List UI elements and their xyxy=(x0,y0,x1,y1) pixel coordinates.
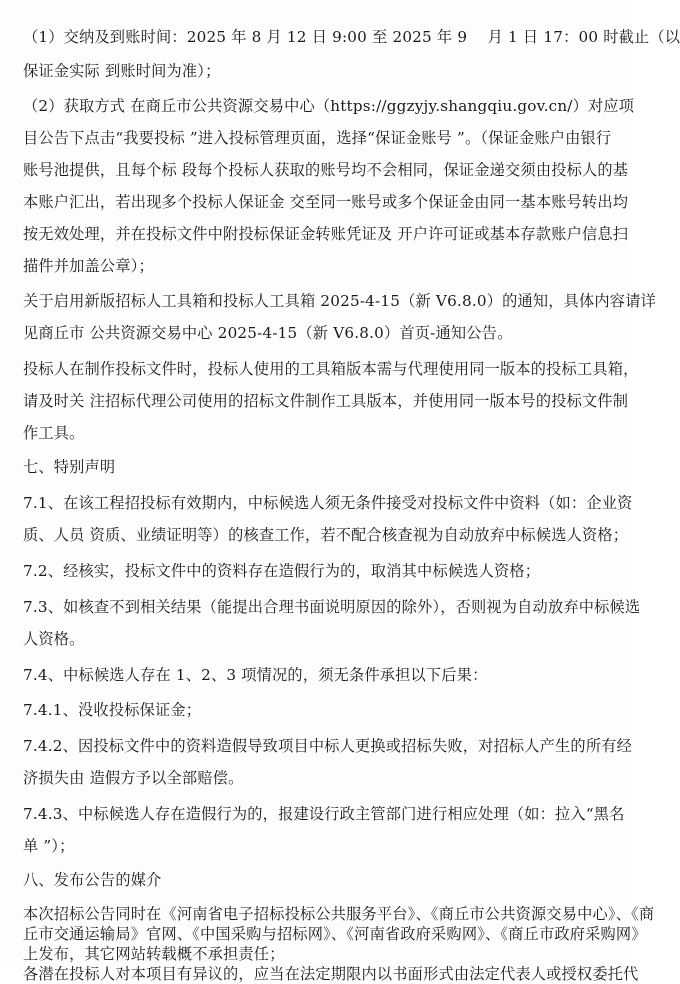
text-line: 7.4.1、没收投标保证金； xyxy=(23,701,202,719)
text-line: 人资格。 xyxy=(23,630,85,648)
text-line: 描件并加盖公章）； xyxy=(23,257,154,275)
text-line: 目公告下点击“我要投标 ”进入投标管理页面，选择“保证金账号 ”。（保证金账户由银行 xyxy=(23,129,612,147)
text-line: 本次招标公告同时在《河南省电子招标投标公共服务平台》、《商丘市公共资源交易中心》、《商 xyxy=(23,905,655,923)
text-line: 见商丘市 公共资源交易中心 2025-4-15（新 V6.8.0）首页-通知公告。 xyxy=(23,324,513,342)
text-line: 请及时关 注招标代理公司使用的招标文件制作工具版本，并使用同一版本号的投标文件制 xyxy=(23,392,629,410)
text-line: 账号池提供，且每个标 段每个投标人获取的账号均不会相同，保证金递交须由投标人的基 xyxy=(23,161,629,179)
text-line: 上发布，其它网站转载概不承担责任； xyxy=(23,945,285,963)
section-heading: 七、特别声明 xyxy=(23,458,116,476)
text-line: 单 ”）； xyxy=(23,837,75,855)
text-line: 7.3、如核查不到相关结果（能提出合理书面说明原因的除外），否则视为自动放弃中标候选 xyxy=(23,598,641,616)
text-line: 投标人在制作投标文件时，投标人使用的工具箱版本需与代理使用同一版本的投标工具箱， xyxy=(23,360,639,378)
text-line: 济损失由 造假方予以全部赔偿。 xyxy=(23,769,244,787)
text-line: 7.4.3、中标候选人存在造假行为的，报建设行政主管部门进行相应处理（如：拉入“黑名 xyxy=(23,805,625,823)
text-line: 作工具。 xyxy=(23,424,85,442)
text-line: 7.4、中标候选人存在 1、2、3 项情况的，须无条件承担以下后果： xyxy=(23,666,488,684)
text-line: 保证金实际 到账时间为准）； xyxy=(23,62,221,80)
text-line: 丘市交通运输局》官网、《中国采购与招标网》、《河南省政府采购网》、《商丘市政府采购网》 xyxy=(23,925,647,943)
text-line: 7.4.2、因投标文件中的资料造假导致项目中标人更换或招标失败，对招标人产生的所有经 xyxy=(23,737,632,755)
text-line: 各潜在投标人对本项目有异议的，应当在法定期限内以书面形式由法定代表人或授权委托代 xyxy=(23,965,639,983)
text-line: （1）交纳及到账时间：2025 年 8 月 12 日 9:00 至 2025 年 9 月 1 日 17：00 时截止（以 xyxy=(23,28,680,46)
text-line: （2）获取方式 在商丘市公共资源交易中心（https://ggzyjy.shangqiu.gov.cn/）对应项 xyxy=(23,97,635,115)
text-line: 关于启用新版招标人工具箱和投标人工具箱 2025-4-15（新 V6.8.0）的通知，具体内容请详 xyxy=(23,292,656,310)
section-heading: 八、发布公告的媒介 xyxy=(23,871,162,889)
text-line: 本账户汇出，若出现多个投标人保证金 交至同一账号或多个保证金由同一基本账号转出均 xyxy=(23,193,629,211)
text-line: 质、人员 资质、业绩证明等）的核查工作，若不配合核查视为自动放弃中标候选人资格； xyxy=(23,526,629,544)
text-line: 7.2、经核实，投标文件中的资料存在造假行为的，取消其中标候选人资格； xyxy=(23,562,541,580)
text-line: 按无效处理，并在投标文件中附投标保证金转账凭证及 开户许可证或基本存款账户信息扫 xyxy=(23,225,629,243)
text-line: 7.1、在该工程招投标有效期内，中标候选人须无条件接受对投标文件中资料（如：企业资 xyxy=(23,494,633,512)
